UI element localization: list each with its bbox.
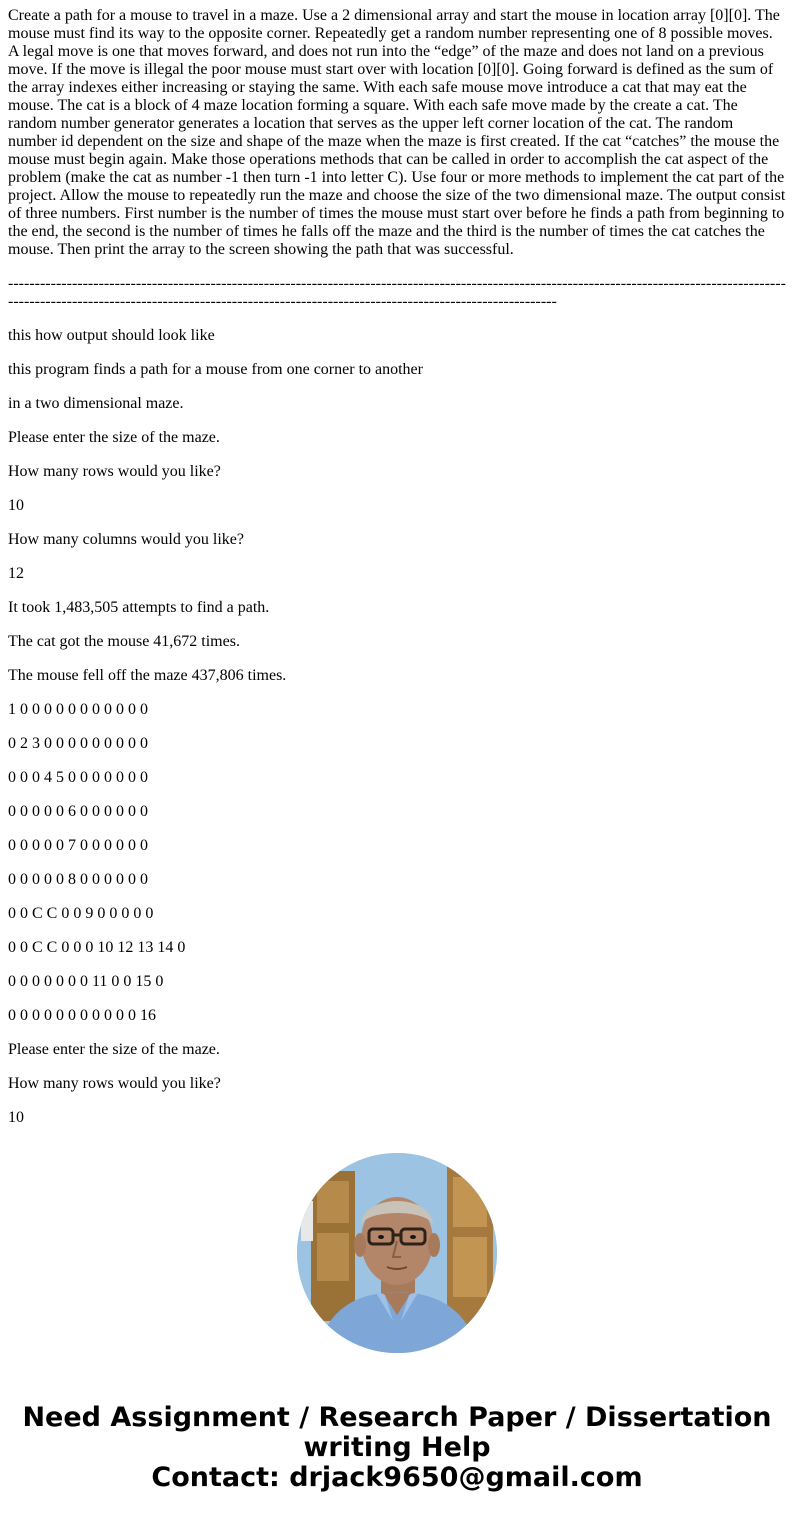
maze-row: 0 0 C C 0 0 0 10 12 13 14 0 — [8, 939, 186, 956]
output-line: It took 1,483,505 attempts to find a path. — [8, 599, 270, 616]
maze-row: 0 0 0 0 0 0 0 0 0 0 0 16 — [8, 1007, 156, 1024]
maze-row: 0 0 0 0 0 6 0 0 0 0 0 0 — [8, 803, 148, 820]
problem-statement: Create a path for a mouse to travel in a maze. Use a 2 dimensional array and start the mouse in location array [0][0]. The mouse must find its way to the opposite corner. Repeatedly get a random number representing one of 8 possible moves. A legal move is one that moves forward, and does not run into the “edge” of the maze and does not land on a previous move. If the move is illegal the poor mouse must start over with location [0][0]. Going forward is defined as the sum of the array indexes either increasing or staying the same. With each safe mouse move introduce a cat that may eat the mouse. The cat is a block of 4 maze location forming a square. With each safe move made by the create a cat. The random number generator generates a location that serves as the upper left corner location of the cat. The random number id dependent on the size and shape of the maze when the maze is first created. If the cat “catches” the mouse the mouse must begin again. Make those operations methods that can be called in order to accomplish the cat aspect of the problem (make the cat as number -1 then turn -1 into letter C). Use four or more methods to implement the cat part of the project. Allow the mouse to repeatedly run the maze and choose the size of the two dimensional maze. The output consist of three numbers. First number is the number of times the mouse must start over before he finds a path from beginning to the end, the second is the number of times he falls off the maze and the third is the number of times the cat catches the mouse. Then print the array to the screen showing the path that was successful. — [8, 7, 786, 258]
output-line: Please enter the size of the maze. — [8, 1041, 220, 1058]
output-line: in a two dimensional maze. — [8, 395, 184, 412]
output-line: this how output should look like — [8, 327, 215, 344]
maze-row: 0 0 0 0 0 8 0 0 0 0 0 0 — [8, 871, 148, 888]
output-line: this program finds a path for a mouse from one corner to another — [8, 361, 423, 378]
promo-line: writing Help — [303, 1432, 491, 1463]
output-line: How many rows would you like? — [8, 1075, 221, 1092]
maze-row: 0 0 0 0 0 0 0 11 0 0 15 0 — [8, 973, 164, 990]
output-line: How many columns would you like? — [8, 531, 244, 548]
contact-email: Contact: drjack9650@gmail.com — [151, 1462, 643, 1493]
output-line: The cat got the mouse 41,672 times. — [8, 633, 240, 650]
output-line: Please enter the size of the maze. — [8, 429, 220, 446]
output-line: 12 — [8, 565, 24, 582]
promo-banner — [0, 1403, 794, 1493]
maze-row: 1 0 0 0 0 0 0 0 0 0 0 0 — [8, 701, 148, 718]
maze-row: 0 0 0 0 0 7 0 0 0 0 0 0 — [8, 837, 148, 854]
tutor-avatar — [297, 1153, 497, 1353]
output-line: The mouse fell off the maze 437,806 times. — [8, 667, 287, 684]
person-photo-icon — [297, 1153, 497, 1353]
promo-line: Need Assignment / Research Paper / Dissertation — [22, 1402, 772, 1433]
maze-row: 0 0 0 4 5 0 0 0 0 0 0 0 — [8, 769, 148, 786]
question-text — [8, 7, 786, 1123]
output-line: 10 — [8, 1109, 24, 1123]
divider-line: --------------------------------------------------------------------------------------------------------------------------------------------------------------------------------------------------------------------------------------------------------- — [8, 275, 786, 310]
output-line: How many rows would you like? — [8, 463, 221, 480]
output-line: 10 — [8, 497, 24, 514]
maze-row: 0 2 3 0 0 0 0 0 0 0 0 0 — [8, 735, 148, 752]
maze-row: 0 0 C C 0 0 9 0 0 0 0 0 — [8, 905, 154, 922]
